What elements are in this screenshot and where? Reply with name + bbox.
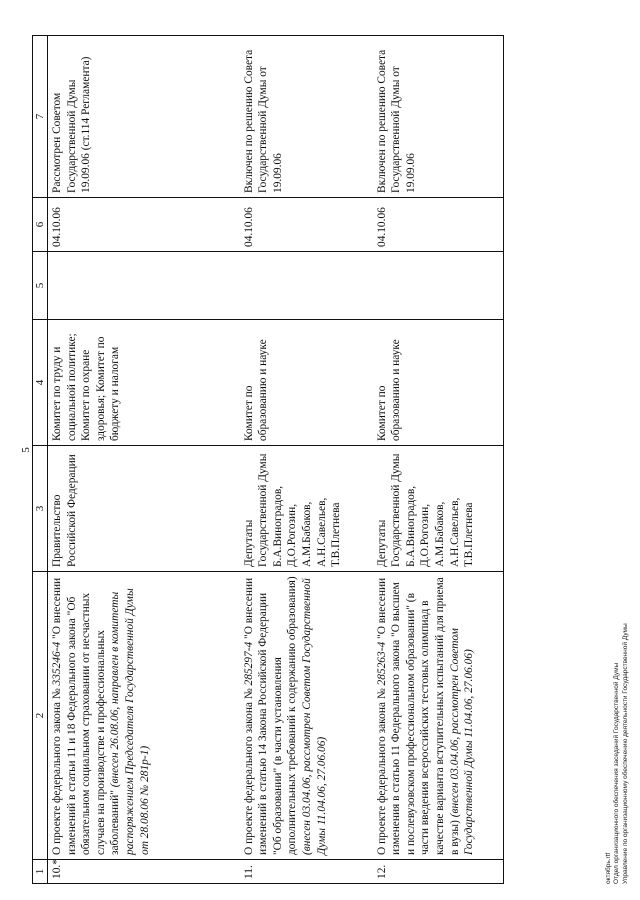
bill-title: "О внесении изменения в статью 11 Федерального закона "О высшем и послевузовском профессиональном образовании" (в части введения всероссийских тестовых олимпиад в качестве варианта вступительных испытаний для приема в вузы)	[375, 577, 461, 855]
row-number: 10.*	[48, 860, 238, 884]
footer-directorate: Управление по организационному обеспечению деятельности Государственной Думы	[621, 623, 629, 884]
bill-note: (внесен 26.08.06, направлен в комитеты распоряжением Председателя Государственной Думы от 28.08.06 № 281р-1)	[109, 588, 151, 855]
status-cell: Включен по решению Совета Государственной Думы от 19.09.06	[371, 36, 504, 198]
bill-number: 285297-4	[242, 641, 255, 686]
committee-cell: Комитет по труду и социальной политике; Комитет по охране здоровья; Комитет по бюджету и налогам	[48, 320, 238, 446]
bill-number: 335246-4	[51, 641, 64, 686]
bill-cell	[238, 572, 371, 860]
initiator-cell: Депутаты Государственной Думы Б.А.Виноградов, Д.О.Рогозин, А.М.Бабаков, А.Н.Савельев, Т.В.Плетнева	[371, 446, 504, 572]
table-row	[48, 36, 238, 884]
initiator-cell: Правительство Российской Федерации	[48, 446, 238, 572]
agenda-table	[32, 35, 504, 884]
committee-cell: Комитет по образованию и науке	[371, 320, 504, 446]
column-5-cell	[238, 252, 371, 320]
header-row	[33, 36, 48, 884]
status-cell: Рассмотрен Советом Государственной Думы 19.09.06 (ст.114 Регламента)	[48, 36, 238, 198]
bill-title-prefix: О проекте федерального закона №	[242, 685, 255, 855]
footer-department: Отдел организационного обеспечения заседаний Государственной Думы	[613, 662, 621, 884]
bill-title-prefix: О проекте федерального закона №	[51, 685, 64, 855]
bill-note: (внесен 03.04.06, рассмотрен Советом Государственной Думы 11.04.06, 27.06.06)	[448, 628, 476, 855]
bill-title-prefix: О проекте федерального закона №	[375, 685, 388, 855]
column-5-cell	[48, 252, 238, 320]
status-cell: Включен по решению Совета Государственной Думы от 19.09.06	[238, 36, 371, 198]
bill-title: "О внесении изменений в статью 14 Закона Российской Федерации "Об образовании" (в части установления дополнительных требований к содержанию образования)	[242, 576, 299, 855]
column-header: 5	[33, 252, 48, 320]
date-cell: 04.10.06	[371, 198, 504, 252]
initiator-cell: Депутаты Государственной Думы Б.А.Виноградов, Д.О.Рогозин, А.М.Бабаков, А.Н.Савельев, Т.В.Плетнева	[238, 446, 371, 572]
row-number: 12.	[371, 860, 504, 884]
column-header: 7	[33, 36, 48, 198]
committee-cell: Комитет по образованию и науке	[238, 320, 371, 446]
bill-cell	[48, 572, 238, 860]
column-header: 3	[33, 446, 48, 572]
bill-cell	[371, 572, 504, 860]
column-header: 4	[33, 320, 48, 446]
column-header: 2	[33, 572, 48, 860]
page-number: 5	[20, 447, 32, 453]
table-row	[371, 36, 504, 884]
column-5-cell	[371, 252, 504, 320]
date-cell: 04.10.06	[48, 198, 238, 252]
bill-number: 285263-4	[375, 641, 388, 686]
row-number: 11.	[238, 860, 371, 884]
column-header: 6	[33, 198, 48, 252]
column-header: 1	[33, 860, 48, 884]
bill-note: (внесен 03.04.06, рассмотрен Советом Государственной Думы 11.04.06, 27.06.06)	[300, 578, 328, 855]
document-footer	[605, 184, 630, 884]
date-cell: 04.10.06	[238, 198, 371, 252]
table-row	[238, 36, 371, 884]
bill-title: "О внесении изменений в статьи 11 и 18 Федерального закона "Об обязательном социальном страховании от несчастных случаев на производстве и профессиональных заболеваний"	[51, 577, 122, 855]
footer-file-name: октябрь.rtf	[605, 852, 612, 884]
rotated-page	[20, 10, 630, 890]
